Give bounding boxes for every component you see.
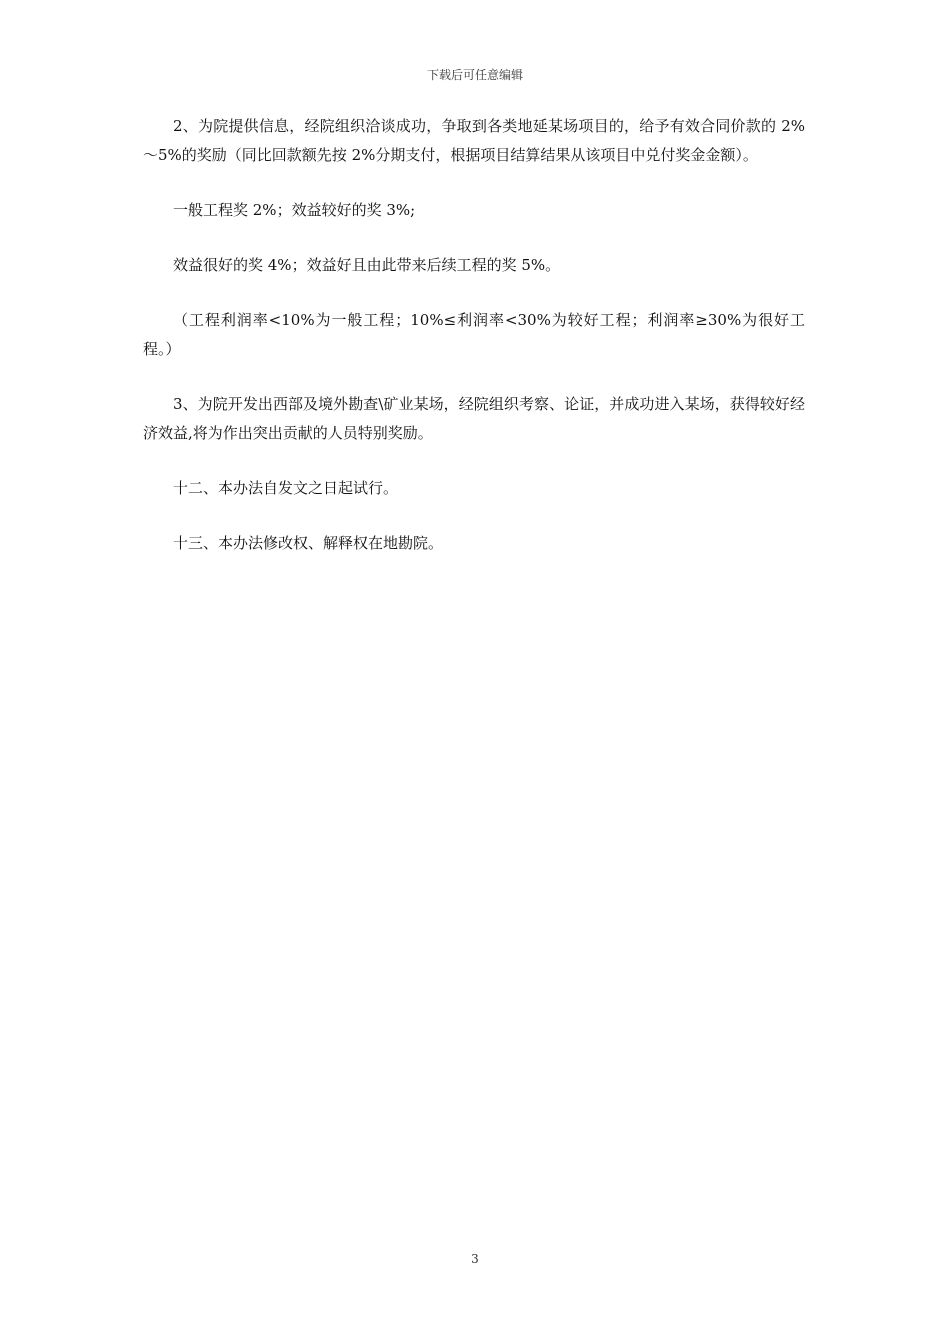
paragraph-good-project: 效益很好的奖 4%；效益好且由此带来后续工程的奖 5%。 xyxy=(173,256,561,274)
paragraph-article-12: 十二、本办法自发文之日起试行。 xyxy=(173,479,399,497)
paragraph-bonus-rule-3: 3、为院开发出西部及境外勘查\矿业某场，经院组织考察、论证，并成功进入某场，获得较好经济效益,将为作出突出贡献的人员特别奖励。 xyxy=(143,395,805,442)
document-body xyxy=(143,112,805,584)
paragraph-article-13: 十三、本办法修改权、解释权在地勘院。 xyxy=(173,534,444,552)
page-header: 下载后可任意编辑 xyxy=(426,68,523,82)
paragraph-general-project: 一般工程奖 2%；效益较好的奖 3%; xyxy=(173,201,416,219)
page-number: 3 xyxy=(471,1252,479,1266)
paragraph-bonus-rule-2: 2、为院提供信息，经院组织洽谈成功，争取到各类地延某场项目的，给予有效合同价款的 2%～5%的奖励（同比回款额先按 2%分期支付，根据项目结算结果从该项目中兑付奖金金额）。 xyxy=(143,117,805,164)
paragraph-profit-definition: （工程利润率<10%为一般工程；10%≤利润率<30%为较好工程；利润率≥30%为很好工程。） xyxy=(143,311,805,358)
